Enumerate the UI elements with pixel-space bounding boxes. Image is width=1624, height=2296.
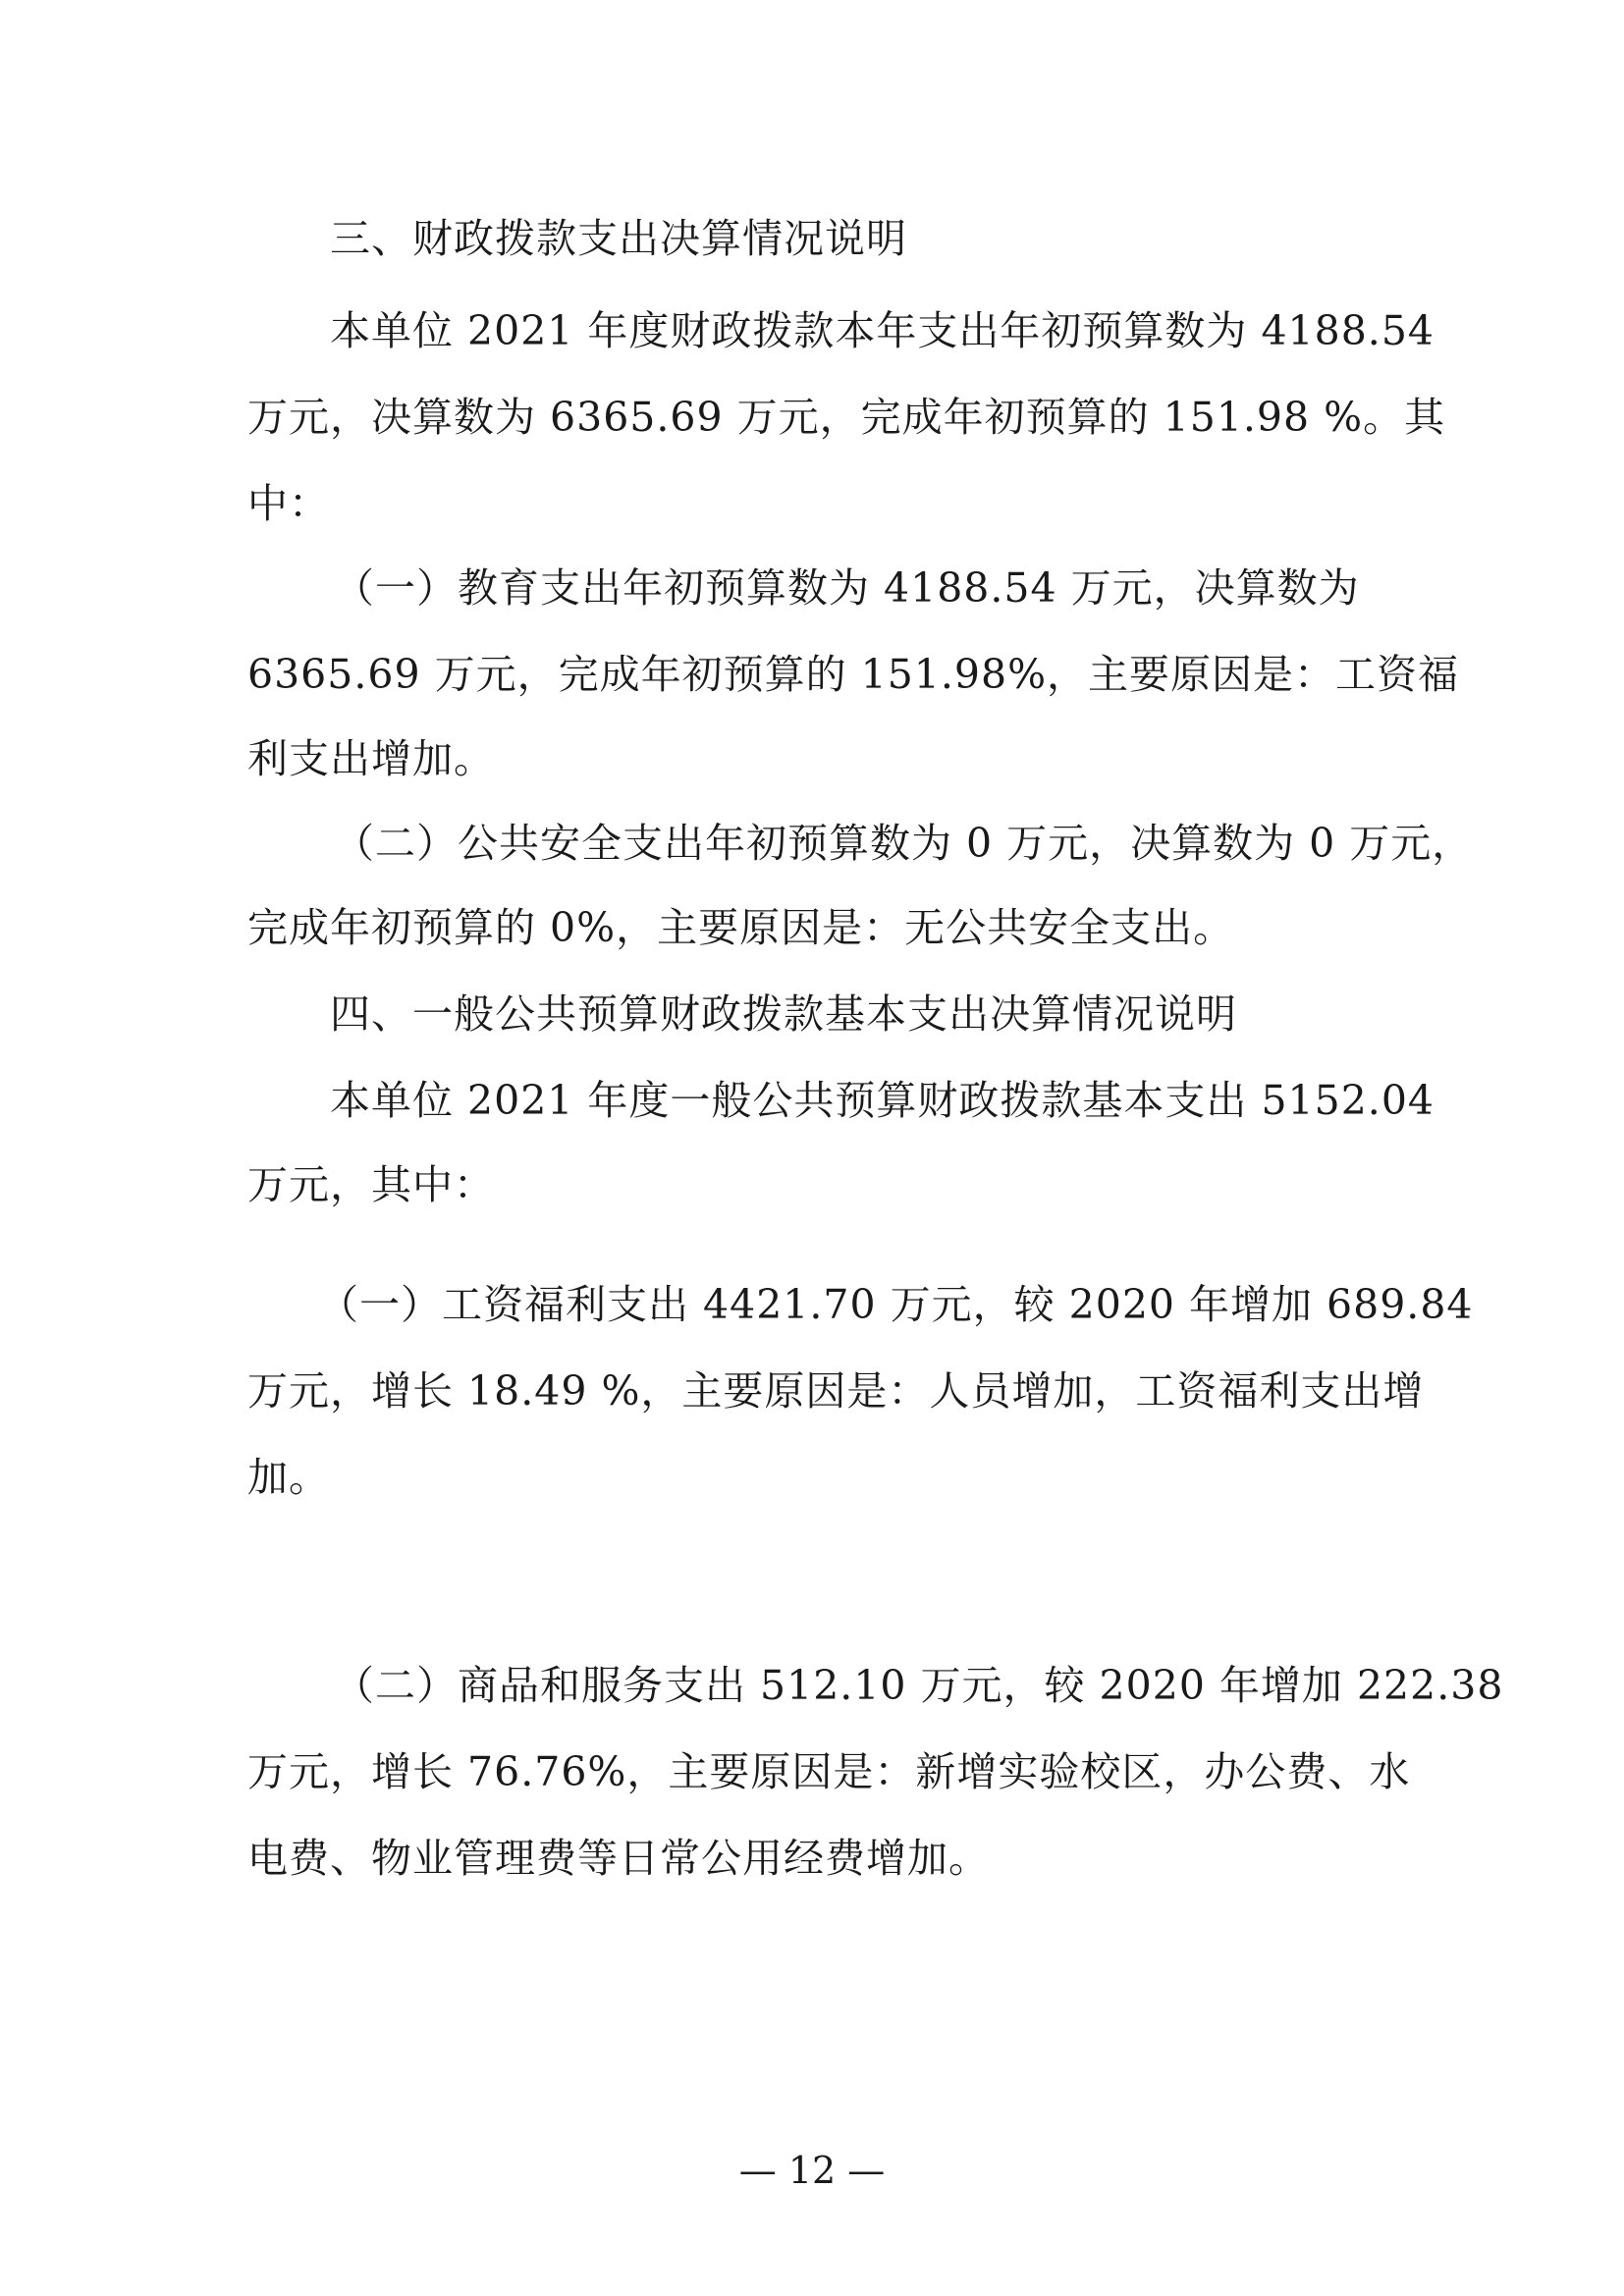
section-4-heading: 四、一般公共预算财政拨款基本支出决算情况说明 bbox=[330, 990, 1237, 1038]
section-3-paragraph-1-line-3: 中： bbox=[247, 480, 330, 527]
section-4-paragraph-3-line-1: （二）商品和服务支出 512.10 万元，较 2020 年增加 222.38 bbox=[334, 1662, 1504, 1709]
section-3-paragraph-1-line-2: 万元，决算数为 6365.69 万元，完成年初预算的 151.98 %。其 bbox=[247, 394, 1446, 441]
section-4-paragraph-1-line-1: 本单位 2021 年度一般公共预算财政拨款基本支出 5152.04 bbox=[330, 1077, 1435, 1124]
section-3-paragraph-3-line-1: （二）公共安全支出年初预算数为 0 万元，决算数为 0 万元， bbox=[334, 820, 1474, 867]
section-3-paragraph-3-line-2: 完成年初预算的 0%，主要原因是：无公共安全支出。 bbox=[247, 904, 1235, 951]
section-3-paragraph-1-line-1: 本单位 2021 年度财政拨款本年支出年初预算数为 4188.54 bbox=[330, 307, 1435, 354]
section-4-paragraph-2-line-3: 加。 bbox=[247, 1454, 330, 1501]
section-3-paragraph-2-line-2: 6365.69 万元，完成年初预算的 151.98%，主要原因是：工资福 bbox=[247, 651, 1460, 698]
section-4-paragraph-2-line-2: 万元，增长 18.49 %，主要原因是：人员增加，工资福利支出增 bbox=[247, 1367, 1425, 1415]
section-3-paragraph-2-line-1: （一）教育支出年初预算数为 4188.54 万元，决算数为 bbox=[334, 564, 1360, 612]
section-4-paragraph-1-line-2: 万元，其中： bbox=[247, 1161, 495, 1208]
section-4-paragraph-2-line-1: （一）工资福利支出 4421.70 万元，较 2020 年增加 689.84 bbox=[318, 1281, 1474, 1328]
section-4-paragraph-3-line-2: 万元，增长 76.76%，主要原因是：新增实验校区，办公费、水 bbox=[247, 1748, 1411, 1795]
section-4-paragraph-3-line-3: 电费、物业管理费等日常公用经费增加。 bbox=[247, 1835, 990, 1882]
section-3-heading: 三、财政拨款支出决算情况说明 bbox=[330, 215, 907, 262]
page-number: — 12 — bbox=[738, 2149, 886, 2192]
section-3-paragraph-2-line-3: 利支出增加。 bbox=[247, 735, 495, 782]
